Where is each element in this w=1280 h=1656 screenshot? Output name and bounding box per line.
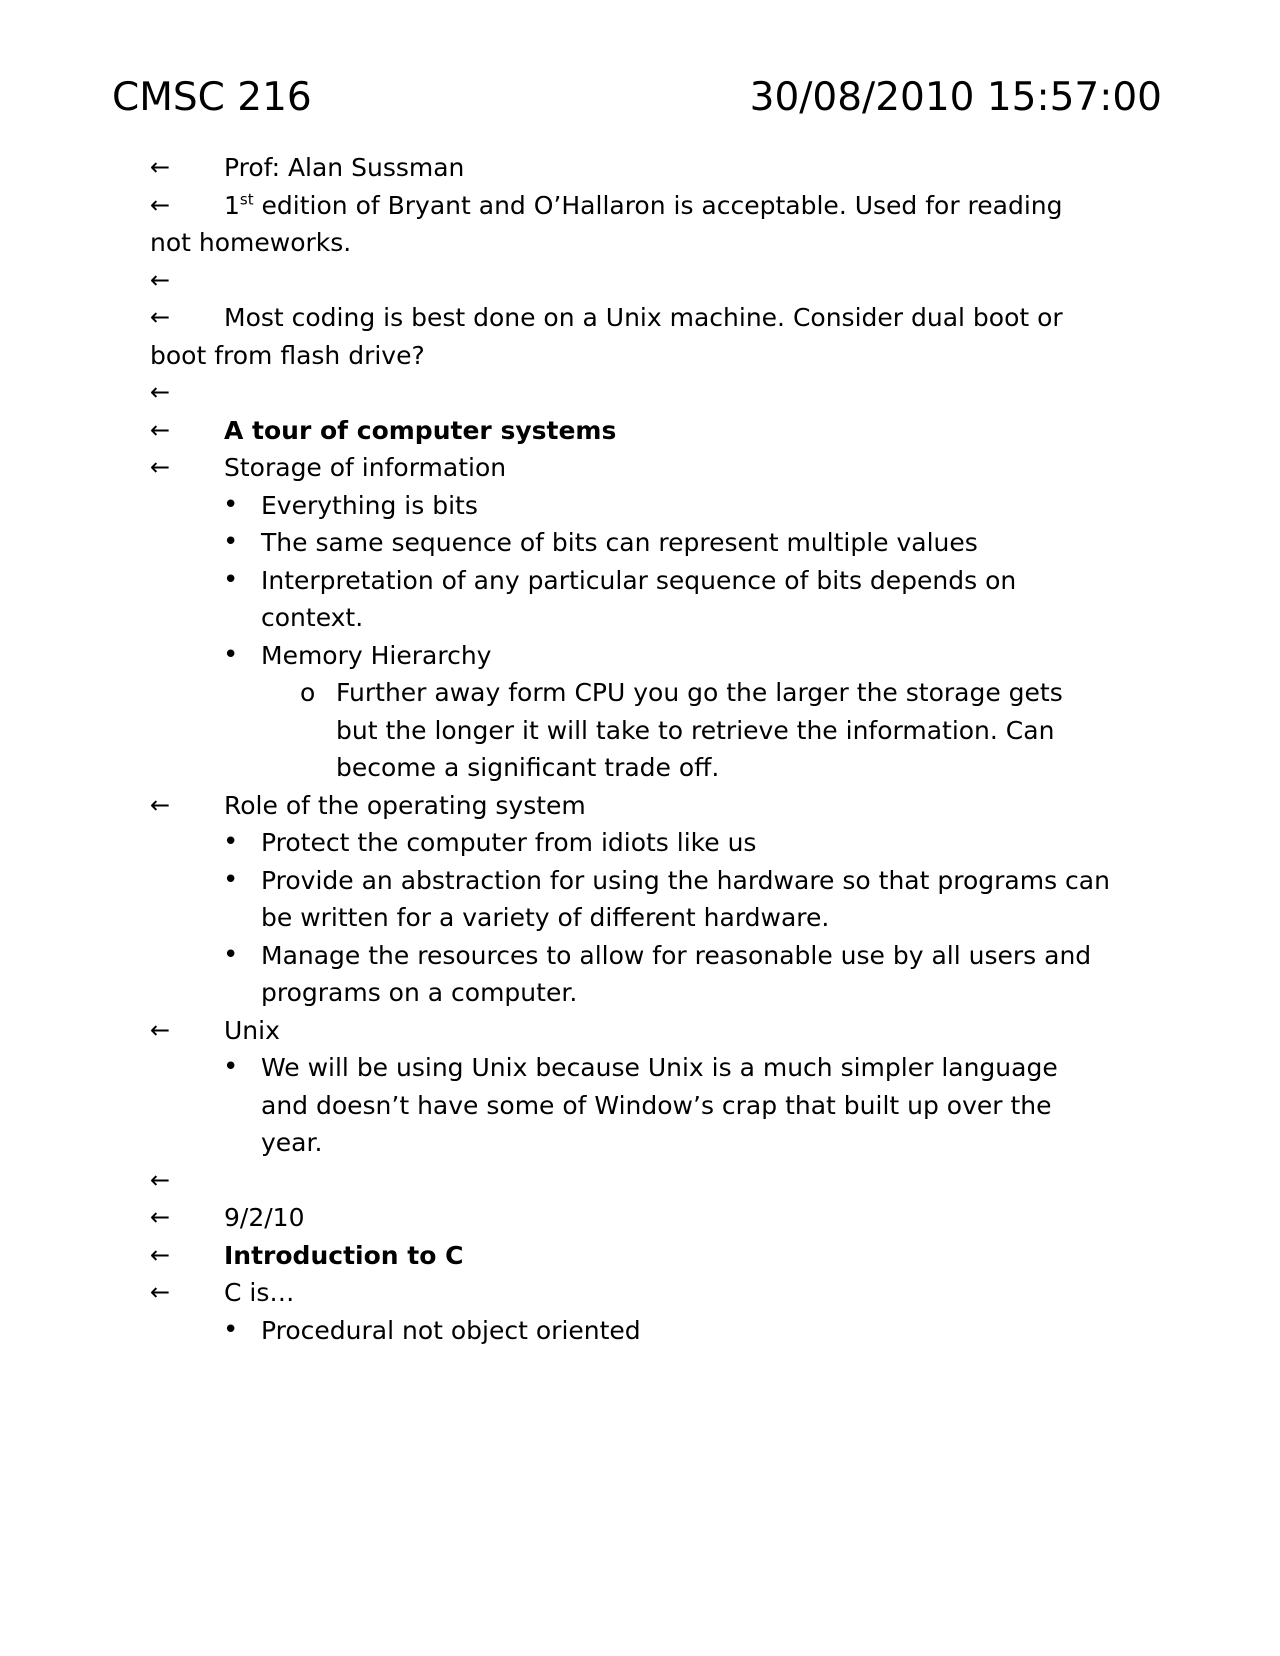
bullet-icon: • — [223, 639, 239, 670]
bullet-text: Procedural not object oriented — [261, 1315, 641, 1345]
bullet-icon: • — [223, 527, 239, 557]
bullet-item — [150, 562, 1110, 637]
note-empty — [150, 1162, 1110, 1200]
bullet-text: Interpretation of any particular sequence of bits depends on context. — [261, 565, 1017, 632]
sub-bullet-text: Further away form CPU you go the larger the storage gets but the longer it will take to retrieve the information. Can become a significant trade off. — [336, 678, 1063, 782]
bullet-item — [150, 487, 1110, 525]
bullet-text: Protect the computer from idiots like us — [261, 828, 757, 857]
bullet-text: Provide an abstraction for using the hardware so that programs can be written for a variety of different hardware. — [261, 865, 1110, 932]
bullet-text: Memory Hierarchy — [261, 640, 492, 670]
note-text: Storage of information — [224, 453, 507, 482]
back-arrow-icon: ← — [150, 415, 171, 444]
back-arrow-icon: ← — [150, 1203, 171, 1231]
bullet-item — [150, 862, 1110, 937]
bullet-icon: • — [223, 827, 239, 857]
bullet-text: We will be using Unix because Unix is a much simpler language and doesn’t have some of Window’s crap that built up over the year. — [261, 1053, 1058, 1157]
back-arrow-icon: ← — [150, 453, 171, 481]
note-edition — [150, 187, 1110, 262]
note-empty — [150, 374, 1110, 412]
course-title: CMSC 216 — [112, 75, 312, 120]
note-unix — [150, 1012, 1110, 1050]
bullet-text: Manage the resources to allow for reasonable use by all users and programs on a computer. — [261, 940, 1092, 1007]
sub-bullet-item — [150, 674, 1110, 787]
note-empty — [150, 262, 1110, 300]
document-datetime: 30/08/2010 15:57:00 — [749, 75, 1162, 120]
section-heading-intro-c — [150, 1237, 1110, 1275]
bullet-item — [150, 524, 1110, 562]
note-text: Prof: Alan Sussman — [224, 153, 465, 182]
back-arrow-icon: ← — [150, 1240, 171, 1269]
bullet-item — [150, 637, 1110, 675]
bullet-text: Everything is bits — [261, 490, 478, 520]
heading-text: Introduction to C — [224, 1240, 464, 1270]
back-arrow-icon: ← — [150, 153, 171, 181]
bullet-item — [150, 1312, 1110, 1350]
note-text: Unix — [224, 1015, 280, 1045]
edition-number: 1 — [224, 190, 240, 220]
back-arrow-icon: ← — [150, 1278, 171, 1306]
back-arrow-icon: ← — [150, 1165, 171, 1194]
back-arrow-icon: ← — [150, 378, 171, 406]
bullet-item — [150, 824, 1110, 862]
section-heading-tour — [150, 412, 1110, 450]
bullet-icon: • — [223, 939, 239, 970]
bullet-icon: • — [223, 864, 239, 895]
note-text: edition of Bryant and O’Hallaron is acceptable. Used for reading not homeworks. — [150, 190, 1063, 257]
bullet-icon: • — [223, 564, 239, 595]
bullet-item — [150, 1049, 1110, 1162]
note-date — [150, 1199, 1110, 1237]
bullet-icon: • — [223, 489, 239, 520]
note-prof — [150, 149, 1110, 187]
bullet-icon: • — [223, 1314, 239, 1345]
sub-bullet-icon: o — [300, 678, 316, 707]
note-coding — [150, 299, 1110, 374]
back-arrow-icon: ← — [150, 790, 171, 819]
note-os-role — [150, 787, 1110, 825]
back-arrow-icon: ← — [150, 265, 171, 294]
bullet-item — [150, 937, 1110, 1012]
heading-text: A tour of computer systems — [224, 415, 617, 445]
bullet-text: The same sequence of bits can represent multiple values — [261, 528, 978, 557]
bullet-icon: • — [223, 1052, 239, 1082]
back-arrow-icon: ← — [150, 1015, 171, 1044]
note-text: Most coding is best done on a Unix machine. Consider dual boot or boot from flash drive? — [150, 303, 1063, 370]
note-storage — [150, 449, 1110, 487]
notes-body — [150, 149, 1110, 1349]
back-arrow-icon: ← — [150, 303, 171, 331]
note-c-is — [150, 1274, 1110, 1312]
note-text: 9/2/10 — [224, 1203, 305, 1232]
note-text: Role of the operating system — [224, 790, 586, 820]
edition-superscript: st — [239, 190, 254, 209]
back-arrow-icon: ← — [150, 190, 171, 219]
note-text: C is… — [224, 1278, 295, 1307]
